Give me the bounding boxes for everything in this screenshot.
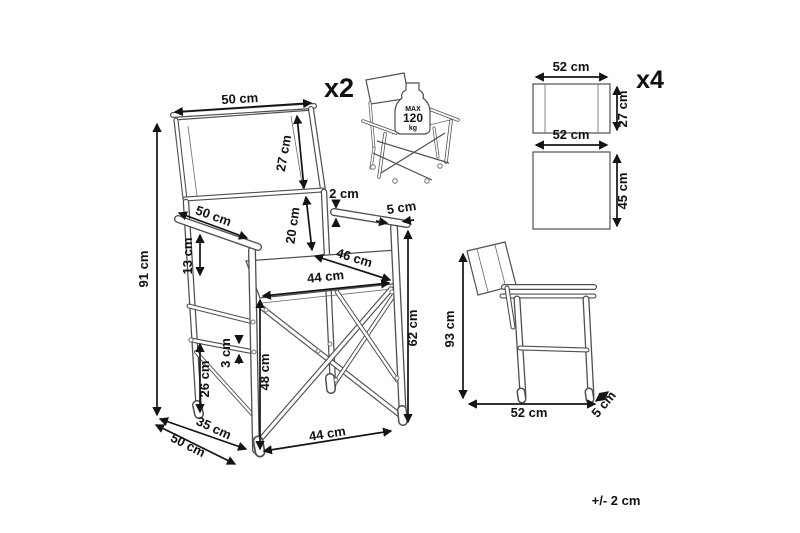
backrest-panel-drawing: [533, 84, 610, 133]
dim-seat-height: 48 cm: [257, 353, 272, 391]
dim-seat-panel-width: 52 cm: [552, 127, 590, 142]
dim-seat-depth: 46 cm: [334, 245, 375, 271]
dim-side-depth: 52 cm: [510, 405, 548, 420]
seat-panel-drawing: [533, 152, 610, 229]
dim-back-fabric-height: 27 cm: [272, 133, 295, 173]
fabric-panels: [533, 59, 664, 229]
dim-back-width: 50 cm: [220, 89, 259, 108]
dim-side-frame-width: 5 cm: [588, 387, 619, 421]
side-view: [442, 242, 619, 420]
dim-armrest-to-seat: 13 cm: [180, 237, 195, 275]
dim-lower-rail-height: 26 cm: [197, 360, 212, 398]
dim-armrest-thickness: 2 cm: [329, 186, 359, 201]
dim-base-depth: 35 cm: [194, 413, 234, 443]
dim-armrest-length: 50 cm: [193, 202, 234, 230]
dim-seat-width: 44 cm: [306, 267, 345, 286]
dim-rail-thickness: 3 cm: [218, 338, 233, 368]
front-view-quantity-label: x2: [323, 73, 355, 103]
dim-base-front-width: 44 cm: [307, 423, 347, 444]
weight-badge-max: MAX: [405, 106, 421, 113]
tolerance-note: +/- 2 cm: [591, 493, 641, 508]
dim-armrest-height: 62 cm: [405, 309, 420, 347]
dim-armrest-end-width: 5 cm: [385, 198, 418, 218]
max-load-indicator: [363, 73, 458, 183]
weight-badge-value: 120: [402, 111, 424, 125]
front-view: [136, 73, 420, 464]
dim-side-total-height: 93 cm: [442, 310, 457, 348]
dim-backrest-panel-height: 27 cm: [615, 90, 630, 128]
dim-back-above-armrest: 20 cm: [282, 206, 303, 245]
weight-badge-unit: kg: [408, 125, 418, 132]
fabric-panels-quantity-label: x4: [636, 66, 664, 94]
dim-total-height: 91 cm: [136, 250, 151, 288]
side-view-chair-drawing: [467, 242, 594, 399]
dim-backrest-panel-width: 52 cm: [552, 59, 590, 74]
dim-seat-panel-height: 45 cm: [615, 172, 630, 210]
dim-base-diagonal-width: 50 cm: [168, 429, 208, 461]
